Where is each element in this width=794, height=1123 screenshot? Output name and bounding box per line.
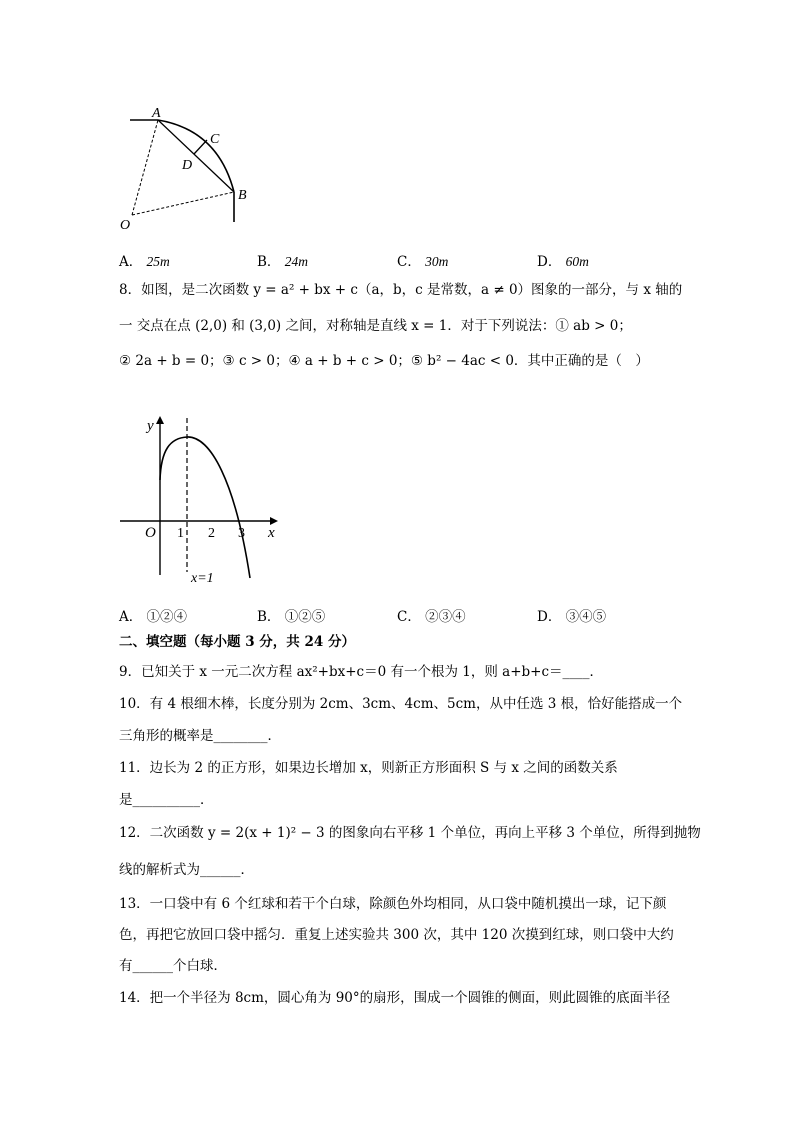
- q11-line-1: 11．边长为 2 的正方形，如果边长增加 x，则新正方形面积 S 与 x 之间的函数关系: [119, 760, 618, 776]
- q11-line-2: 是__________．: [119, 792, 214, 808]
- dashed-ob: [132, 192, 234, 215]
- x-axis-arrow: [270, 517, 278, 525]
- q8-line-1: 8．如图，是二次函数 y = a² + bx + c（a，b，c 是常数，a ≠ 0）图象的一部分，与 x 轴的: [119, 282, 683, 298]
- q8-option-d: D． ③④⑤: [537, 609, 607, 625]
- q8-line-3: ② 2a + b = 0；③ c > 0；④ a + b + c > 0；⑤ b² − 4ac < 0．其中正确的是（ ）: [119, 353, 649, 369]
- q14-line-1: 14．把一个半径为 8cm，圆心角为 90°的扇形，围成一个圆锥的侧面，则此圆锥的底面半径: [119, 990, 671, 1006]
- q13-line-1: 13．一口袋中有 6 个红球和若干个白球，除颜色外均相同，从口袋中随机摸出一球，记下颜: [119, 896, 667, 912]
- q12-line-1: 12．二次函数 y = 2(x + 1)² − 3 的图象向右平移 1 个单位，再向上平移 3 个单位，所得到抛物: [119, 825, 701, 841]
- segment-cd: [194, 140, 207, 154]
- q13-line-2: 色，再把它放回口袋中摇匀．重复上述实验共 300 次，其中 120 次摸到红球，则口袋中大约: [119, 927, 674, 943]
- q7-option-c: C． 30m: [397, 254, 449, 270]
- parabola-curve: [160, 437, 250, 578]
- label-d: D: [182, 158, 193, 173]
- q13-line-3: 有______个白球．: [119, 958, 227, 974]
- q7-option-d: D． 60m: [537, 254, 589, 270]
- y-axis-arrow: [156, 416, 164, 424]
- q8-parabola-graph: [115, 410, 290, 590]
- q7-option-b: B． 24m: [257, 254, 308, 270]
- label-b: B: [238, 188, 247, 203]
- section-2-title: 二、填空题（每小题 3 分，共 24 分）: [119, 634, 355, 650]
- tick-2: 2: [208, 526, 215, 541]
- q9-line-1: 9．已知关于 x 一元二次方程 ax²+bx+c＝0 有一个根为 1，则 a+b+c＝____．: [119, 664, 604, 680]
- q7-option-a: A． 25m: [119, 254, 170, 270]
- q8-option-a: A． ①②④: [119, 609, 188, 625]
- q8-option-c: C． ②③④: [397, 609, 466, 625]
- tick-3: 3: [238, 526, 245, 541]
- label-o: O: [120, 218, 131, 233]
- q10-line-2: 三角形的概率是________．: [119, 728, 281, 744]
- q7-arc-figure: [110, 100, 260, 235]
- y-axis-label: y: [147, 418, 154, 434]
- chord-ab: [158, 120, 234, 192]
- label-a: A: [152, 106, 161, 121]
- q12-line-2: 线的解析式为______．: [119, 862, 254, 878]
- x-axis-label: x: [268, 525, 275, 541]
- label-c: C: [210, 132, 220, 147]
- symmetry-axis-label: x=1: [191, 571, 214, 586]
- origin-label: O: [145, 525, 156, 541]
- tick-1: 1: [177, 526, 184, 541]
- q10-line-1: 10．有 4 根细木棒，长度分别为 2cm、3cm、4cm、5cm，从中任选 3 根，恰好能搭成一个: [119, 696, 683, 712]
- dashed-oa: [132, 120, 158, 215]
- q8-option-b: B． ①②⑤: [257, 609, 326, 625]
- q8-line-2: 一 交点在点 (2,0) 和 (3,0) 之间，对称轴是直线 x = 1．对于下列说法：① ab > 0；: [119, 318, 632, 334]
